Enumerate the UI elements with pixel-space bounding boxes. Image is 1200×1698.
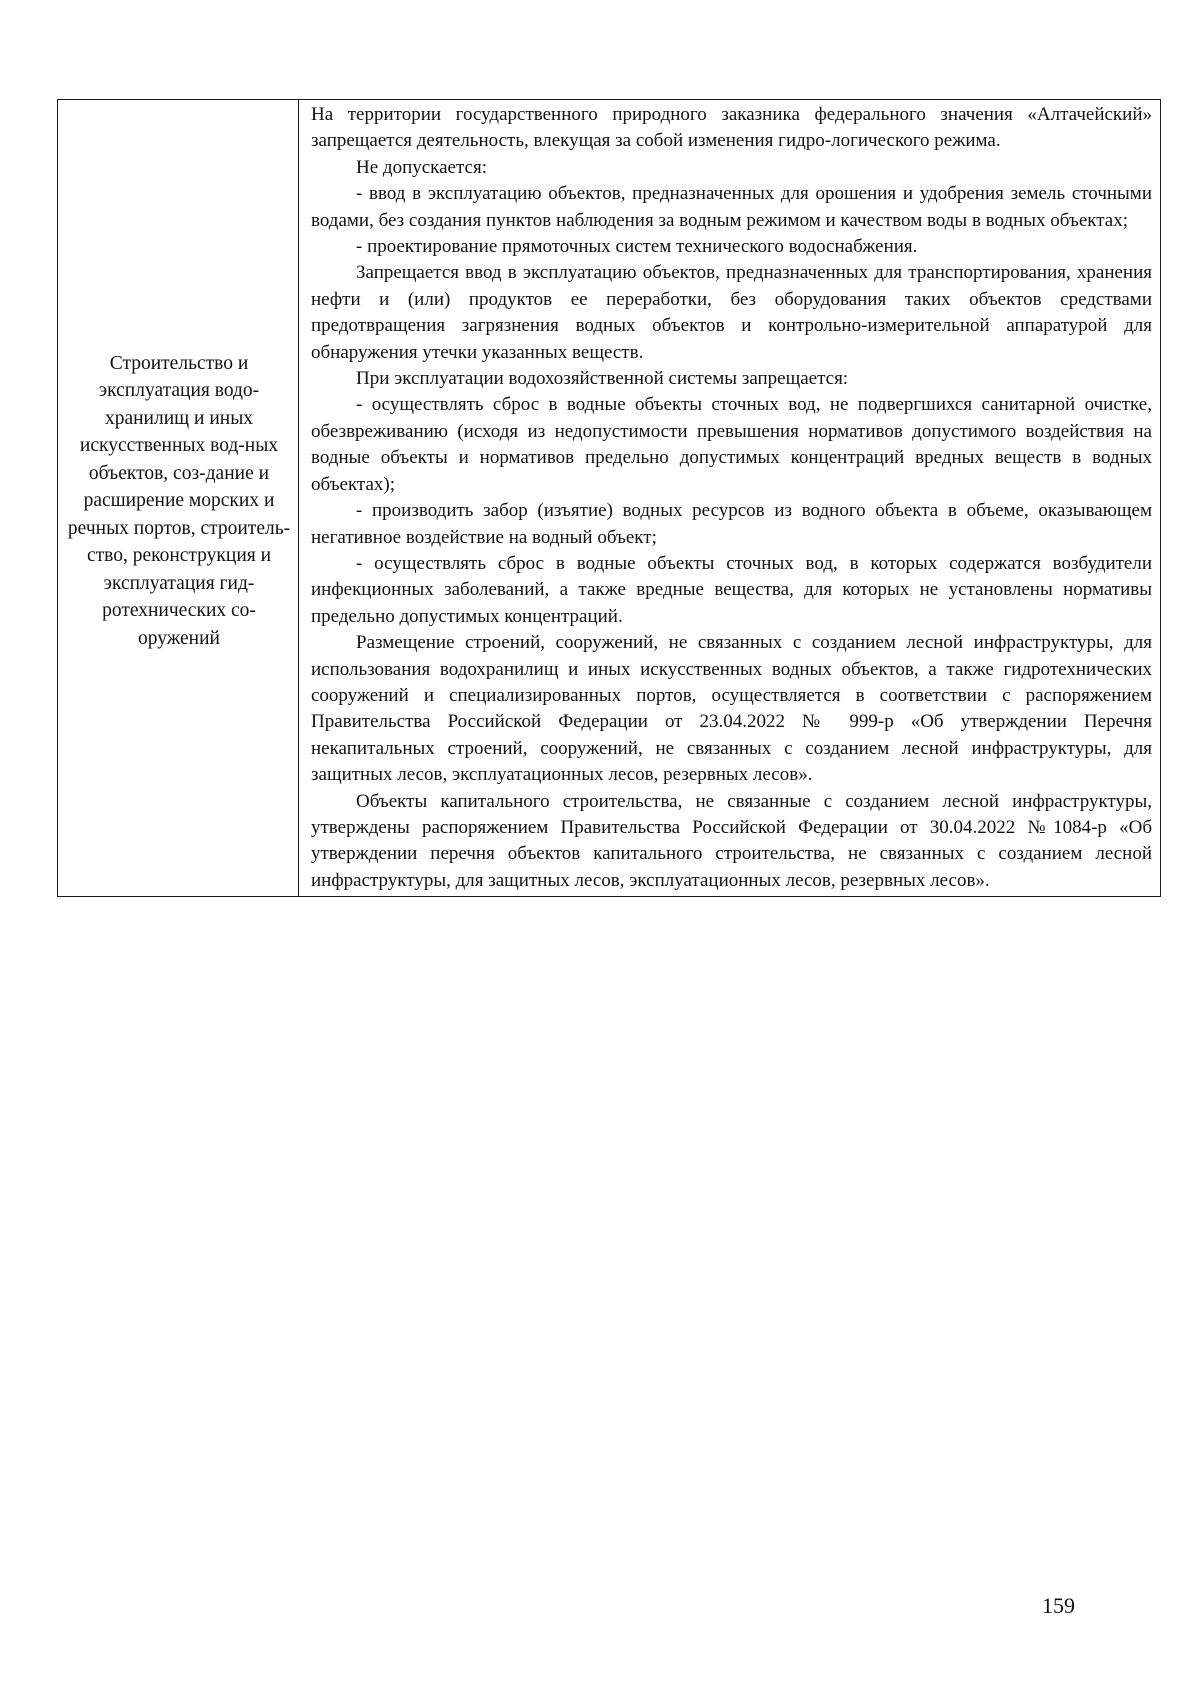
page-number: 159 (1042, 1593, 1075, 1618)
paragraph: Размещение строений, сооружений, не связанных с созданием лесной инфраструктуры, для использования водохранилищ и иных искусственных водных объектов, а также гидротехнических сооружений и специализированных портов, осуществляется в соответствии с распоряжением Правительства Российской Федерации от 23.04.2022 № 999-р «Об утверждении Перечня некапитальных строений, сооружений, не связанных с созданием лесной инфраструктуры, для защитных лесов, эксплуатационных лесов, резервных лесов». (311, 632, 1152, 786)
paragraph: - ввод в эксплуатацию объектов, предназначенных для орошения и удобрения земель сточными водами, без создания пунктов наблюдения за водным режимом и качеством воды в водных объектах; (311, 183, 1152, 231)
activity-type-cell (58, 100, 299, 897)
paragraph: - производить забор (изъятие) водных ресурсов из водного объекта в объеме, оказывающем негативное воздействие на водный объект; (311, 500, 1152, 548)
paragraph: Объекты капитального строительства, не связанные с созданием лесной инфраструктуры, утверждены распоряжением Правительства Российской Федерации от 30.04.2022 №1084-р «Об утверждении перечня объектов капитального строительства, не связанных с созданием лесной инфраструктуры, для защитных лесов, эксплуатационных лесов, резервных лесов». (311, 790, 1152, 891)
paragraph: На территории государственного природного заказника федерального значения «Алтачейский» запрещается деятельность, влекущая за собой изменения гидро-логического режима. (311, 104, 1152, 152)
paragraph: - осуществлять сброс в водные объекты сточных вод, не подвергшихся санитарной очистке, обезвреживанию (исходя из недопустимости превышения нормативов допустимого воздействия на водные объекты и нормативов предельно допустимых концентраций вредных веществ в водных объектах); (311, 394, 1152, 495)
paragraph: - проектирование прямоточных систем технического водоснабжения. (356, 236, 918, 258)
paragraph: Не допускается: (356, 156, 487, 178)
paragraph: Запрещается ввод в эксплуатацию объектов, предназначенных для транспортирования, хранения нефти и (или) продуктов ее переработки, без оборудования таких объектов средствами предотвращения загрязнения водных объектов и контрольно-измерительной аппаратурой для обнаружения утечки указанных веществ. (311, 262, 1152, 363)
regulation-table (57, 99, 1161, 897)
table-row (58, 100, 1161, 897)
restrictions-body (299, 100, 1160, 896)
paragraph: При эксплуатации водохозяйственной системы запрещается: (356, 368, 849, 390)
activity-type-text: Строительство и эксплуатация водо-хранилищ и иных искусственных вод-ных объектов, соз-дание и расширение морских и речных портов, строитель-ство, реконструкция и эксплуатация гид-ротехнических со-оружений (67, 352, 291, 649)
paragraph: - осуществлять сброс в водные объекты сточных вод, в которых содержатся возбудители инфекционных заболеваний, а также вредные вещества, для которых не установлены нормативы предельно допустимых концентраций. (311, 552, 1152, 627)
restrictions-cell (299, 100, 1161, 897)
